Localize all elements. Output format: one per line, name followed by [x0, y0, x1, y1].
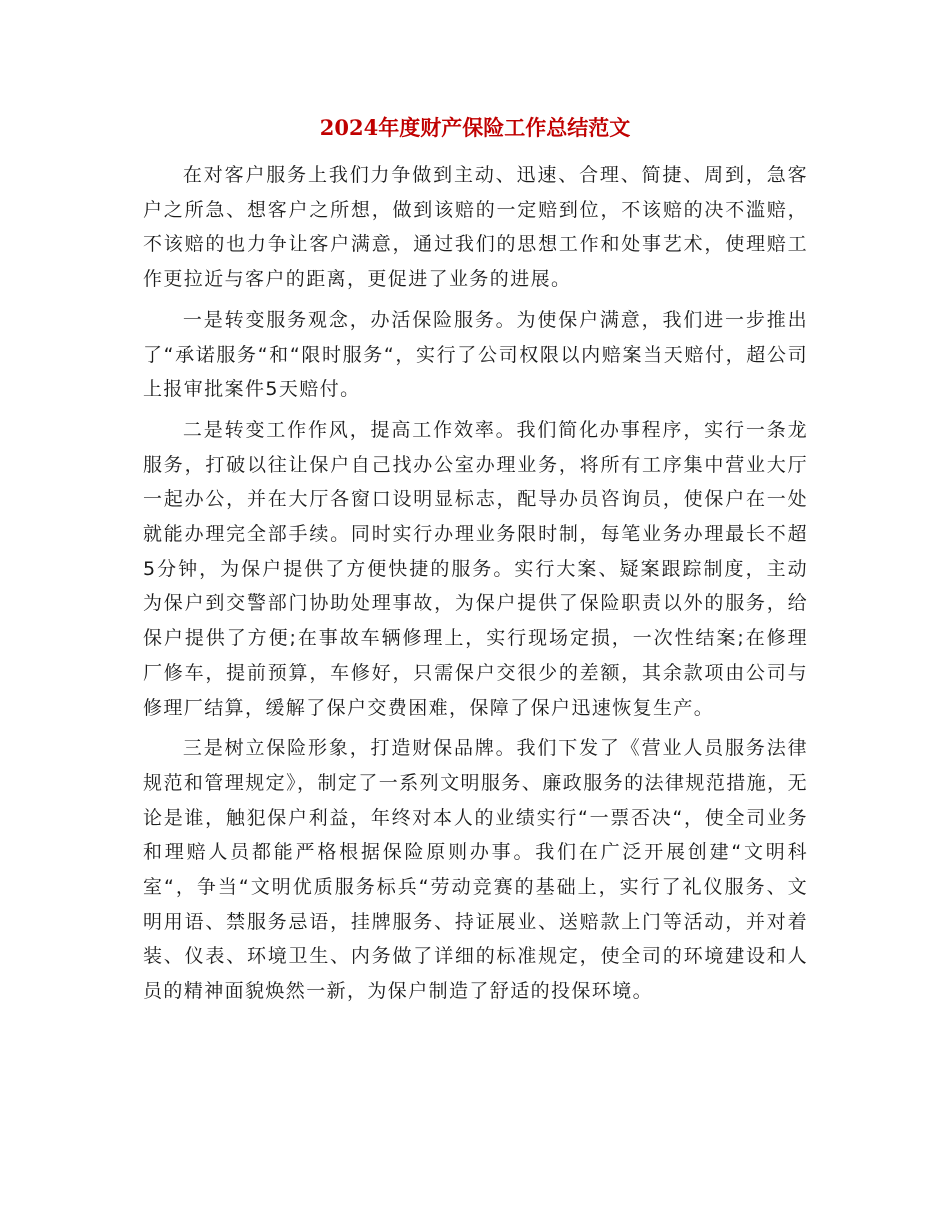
paragraph-intro: 在对客户服务上我们力争做到主动、迅速、合理、简捷、周到，急客户之所急、想客户之所想，做到该赔的一定赔到位，不该赔的决不滥赔，不该赔的也力争让客户满意，通过我们的思想工作和处事艺术，使理赔工作更拉近与客户的距离，更促进了业务的进展。: [143, 164, 808, 291]
paragraph-service-concept: 一是转变服务观念，办活保险服务。为使保户满意，我们进一步推出了“承诺服务“和“限时服务“，实行了公司权限以内赔案当天赔付，超公司上报审批案件5天赔付。: [143, 308, 808, 401]
document-body: [143, 158, 808, 1015]
paragraph-brand-image: 三是树立保险形象，打造财保品牌。我们下发了《营业人员服务法律规范和管理规定》，制定了一系列文明服务、廉政服务的法律规范措施，无论是谁，触犯保户利益，年终对本人的业绩实行“一票否决“，使全司业务和理赔人员都能严格根据保险原则办事。我们在广泛开展创建“文明科室“，争当“文明优质服务标兵“劳动竞赛的基础上，实行了礼仪服务、文明用语、禁服务忌语，挂牌服务、持证展业、送赔款上门等活动，并对着装、仪表、环境卫生、内务做了详细的标准规定，使全司的环境建设和人员的精神面貌焕然一新，为保户制造了舒适的投保环境。: [143, 737, 808, 1003]
paragraph-work-style: 二是转变工作作风，提高工作效率。我们简化办事程序，实行一条龙服务，打破以往让保户自己找办公室办理业务，将所有工序集中营业大厅一起办公，并在大厅各窗口设明显标志，配导办员咨询员，使保户在一处就能办理完全部手续。同时实行办理业务限时制，每笔业务办理最长不超5分钟，为保户提供了方便快捷的服务。实行大案、疑案跟踪制度，主动为保户到交警部门协助处理事故，为保户提供了保险职责以外的服务，给保户提供了方便;在事故车辆修理上，实行现场定损，一次性结案;在修理厂修车，提前预算，车修好，只需保户交很少的差额，其余款项由公司与修理厂结算，缓解了保户交费困难，保障了保户迅速恢复生产。: [143, 418, 808, 719]
document-title: 2024年度财产保险工作总结范文: [319, 115, 631, 140]
